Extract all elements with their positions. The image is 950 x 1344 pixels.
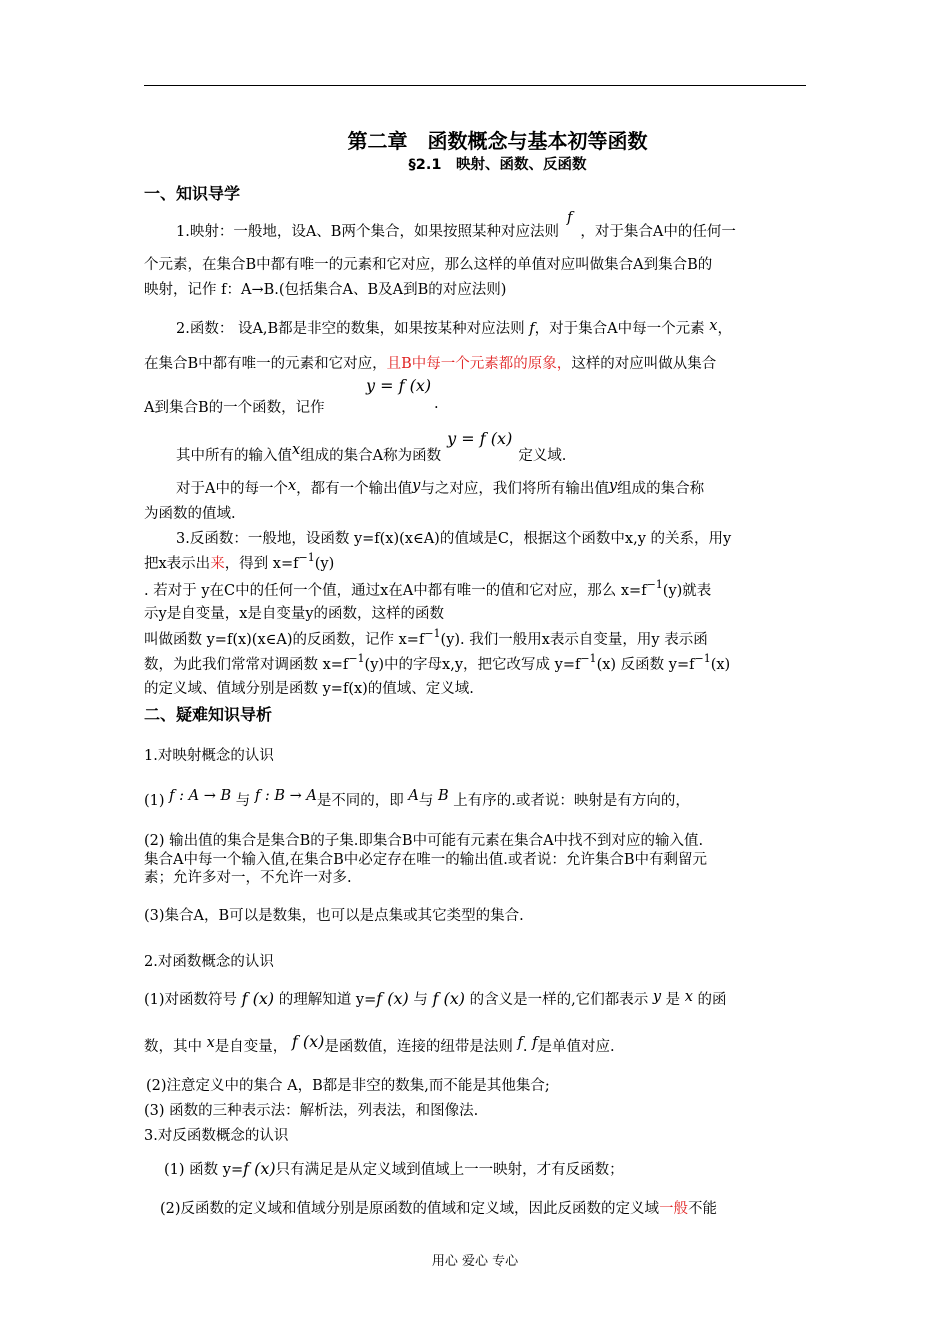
text: 与	[235, 793, 251, 809]
function-note-3: (2)注意定义中的集合 A，B都是非空的数集,而不能是其他集合;	[146, 1078, 550, 1094]
mapping-definition-line-3: 映射，记作 f：A→B.(包括集合A、B及A到B的对应法则)	[144, 282, 507, 298]
text: 对于A中的每一个	[176, 481, 288, 497]
highlighted-text: 一般	[659, 1201, 689, 1217]
text: (y)就表	[662, 583, 712, 599]
formula-fx: f (x)	[291, 1032, 325, 1051]
text: (2)反函数的定义域和值域分别是原函数的值域和定义域，因此反函数的定义域	[160, 1201, 660, 1217]
inverse-definition-line-4: 示y是自变量，x是自变量y的函数，这样的函数	[144, 606, 445, 622]
inverse-definition-line-3	[144, 579, 711, 600]
section-title: §2.1 映射、函数、反函数	[408, 157, 587, 173]
text: 把x表示出	[144, 556, 211, 572]
domain-line	[176, 429, 567, 465]
text: ，得到 x=f	[224, 556, 299, 572]
text: ，都有一个输出值	[296, 481, 413, 497]
superscript: −1	[424, 627, 441, 640]
mapping-definition-line-1	[176, 210, 736, 241]
page-footer: 用心 爱心 专心	[431, 1254, 519, 1269]
text: 组成的集合A称为函数	[300, 448, 442, 464]
text: .	[522, 1039, 528, 1055]
text: 是单值对应.	[537, 1039, 615, 1055]
text: (y). 我们一般用x表示自变量，用y 表示函	[440, 632, 708, 648]
inverse-definition-line-6	[144, 653, 730, 674]
text: 数，其中	[144, 1039, 202, 1055]
text: 组成的集合称	[617, 481, 705, 497]
text: (x) 反函数 y=f	[596, 657, 695, 673]
formula-y-fx: y = f (x)	[366, 376, 432, 395]
text: (1) 函数 y=	[164, 1162, 244, 1178]
text: 数，为此我们常常对调函数 x=f	[144, 657, 349, 673]
inverse-definition-line-1: 3.反函数：一般地，设函数 y=f(x)(x∈A)的值域是C，根据这个函数中x,y 的关系，用y	[176, 531, 732, 547]
math-f: f	[532, 1035, 538, 1051]
text: 是	[665, 992, 681, 1008]
math-x: x	[709, 318, 718, 334]
text: 其中所有的输入值	[176, 448, 292, 464]
mapping-note-3: 集合A中每一个输入值,在集合B中必定存在唯一的输出值.或者说：允许集合B中有剩留元	[144, 852, 707, 868]
subheading-mapping: 1.对映射概念的认识	[144, 748, 274, 764]
text: 是自变量，	[214, 1039, 288, 1055]
highlighted-text: 来	[210, 556, 225, 572]
superscript: −1	[694, 652, 711, 665]
function-definition-line-1	[176, 317, 732, 338]
math-x: x	[287, 478, 297, 494]
text: 的含义是一样的,它们都表示	[469, 992, 649, 1008]
text: 在集合B中都有唯一的元素和它对应，	[144, 356, 387, 372]
math-f: f	[566, 210, 573, 226]
text: 叫做函数 y=f(x)(x∈A)的反函数，记作 x=f	[144, 632, 425, 648]
function-note-4: (3) 函数的三种表示法：解析法，列表法，和图像法.	[144, 1103, 479, 1119]
superscript: −1	[298, 551, 315, 564]
function-definition-line-3: A到集合B的一个函数，记作	[144, 400, 325, 416]
superscript: −1	[646, 578, 663, 591]
text: (y)中的字母x,y，把它改写成 y=f	[364, 657, 581, 673]
superscript: −1	[580, 652, 597, 665]
inverse-definition-line-2	[144, 552, 334, 573]
inverse-note-2	[160, 1197, 717, 1218]
function-definition-line-2	[144, 352, 716, 373]
text: (1)	[144, 793, 165, 809]
text: (1)对函数符号	[144, 992, 238, 1008]
math-f: f	[517, 1035, 523, 1051]
text: 与	[418, 793, 434, 809]
period: .	[434, 396, 439, 412]
math-x: x	[206, 1035, 215, 1051]
math-f: f	[529, 321, 535, 337]
header-rule	[144, 85, 806, 86]
formula-y-fx: y = f (x)	[447, 429, 513, 448]
function-note-2	[144, 1032, 615, 1056]
text: . 若对于 y在C中的任何一个值，通过x在A中都有唯一的值和它对应，那么 x=f	[144, 583, 647, 599]
text: 定义域.	[518, 448, 567, 464]
math-y: y	[412, 478, 421, 494]
function-note-1	[144, 988, 727, 1009]
text: 只有满足是从定义域到值域上一一映射，才有反函数；	[275, 1162, 624, 1178]
text: 不能	[688, 1201, 718, 1217]
inverse-note-1	[164, 1158, 624, 1179]
text: 的函	[697, 992, 727, 1008]
mapping-note-4: 素；允许多对一，不允许一对多.	[144, 870, 352, 886]
formula-f-a-to-b: f : A → B	[169, 788, 232, 804]
math-x: x	[684, 989, 693, 1005]
text: 是函数值，连接的纽带是法则	[324, 1039, 513, 1055]
text: 与	[413, 992, 428, 1008]
chapter-title: 第二章 函数概念与基本初等函数	[347, 129, 648, 153]
text: (x)	[710, 657, 731, 673]
text: 与之对应，我们将所有输出值	[420, 481, 609, 497]
inverse-definition-line-5	[144, 628, 708, 649]
formula-f-b-to-a: f : B → A	[254, 788, 317, 804]
formula-fx: f (x)	[376, 989, 409, 1008]
range-line-2: 为函数的值域.	[144, 506, 236, 522]
section-heading-2: 二、疑难知识导析	[144, 705, 273, 724]
section-heading-1: 一、知识导学	[144, 184, 241, 203]
subheading-function: 2.对函数概念的认识	[144, 954, 274, 970]
math-y: y	[608, 478, 618, 494]
math-b: B	[438, 788, 449, 804]
formula-fx: f (x)	[241, 989, 275, 1008]
text: 这样的对应叫做从集合	[571, 356, 717, 372]
mapping-note-5: (3)集合A，B可以是数集，也可以是点集或其它类型的集合.	[144, 908, 524, 924]
math-y: y	[652, 989, 662, 1005]
inverse-definition-line-7: 的定义域、值域分别是函数 y=f(x)的值域、定义域.	[144, 681, 474, 697]
mapping-note-2: (2) 输出值的集合是集合B的子集.即集合B中可能有元素在集合A中找不到对应的输入值.	[144, 833, 704, 849]
math-a: A	[408, 788, 419, 804]
text: 2.函数： 设A,B都是非空的数集，如果按某种对应法则	[176, 321, 525, 337]
math-x: x	[292, 442, 301, 458]
formula-fx: f (x)	[432, 989, 465, 1008]
text: ，对于集合A中每一个元素	[534, 321, 705, 337]
text: (y)	[314, 556, 335, 572]
subheading-inverse: 3.对反函数概念的认识	[144, 1128, 289, 1144]
mapping-definition-line-2: 个元素，在集合B中都有唯一的元素和它对应，那么这样的单值对应叫做集合A到集合B的	[144, 257, 713, 273]
text: 是不同的，即	[316, 793, 404, 809]
range-line-1	[176, 477, 704, 498]
text: 的理解知道 y=	[278, 992, 377, 1008]
formula-fx: f (x)	[243, 1159, 276, 1178]
highlighted-text: 且B中每一个元素都的原象，	[386, 356, 572, 372]
superscript: −1	[348, 652, 365, 665]
text: ，对于集合A中的任何一	[580, 224, 736, 240]
mapping-note-1	[144, 789, 690, 810]
text: 1.映射：一般地，设A、B两个集合，如果按照某种对应法则	[176, 224, 559, 240]
text: 上有序的.或者说：映射是有方向的，	[453, 793, 690, 809]
text: ，	[717, 321, 732, 337]
